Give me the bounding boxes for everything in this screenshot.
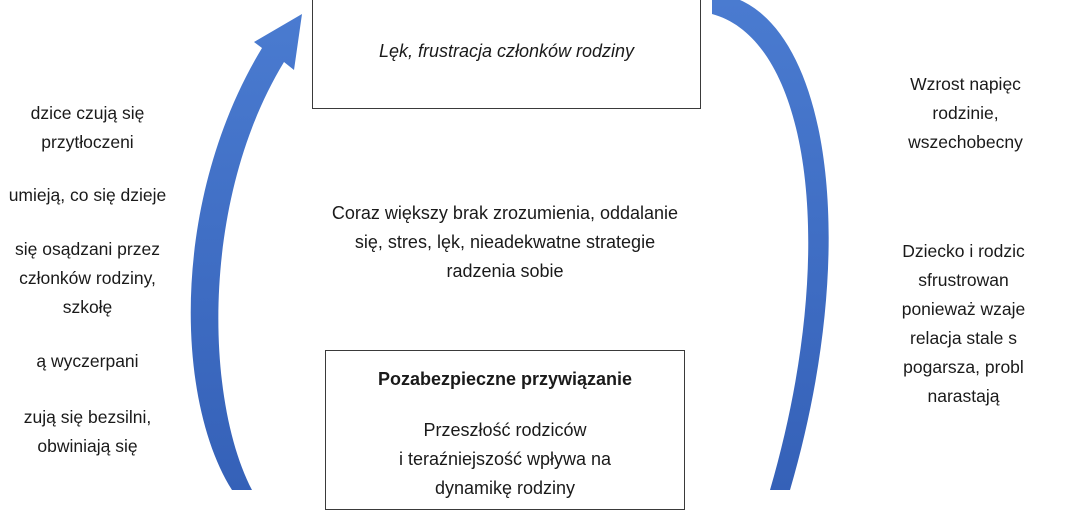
right-item-1 — [858, 70, 1073, 157]
center-text-line-3: radzenia sobie — [446, 261, 564, 281]
left-item-3-line-2: członków rodziny, — [19, 268, 156, 288]
right-item-2-line-5: pogarsza, probl — [903, 357, 1024, 377]
top-box — [312, 0, 701, 109]
top-box-text: Lęk, frustracja członków rodziny — [378, 41, 635, 61]
right-item-1-line-3: wszechobecny — [908, 132, 1023, 152]
right-item-2 — [856, 237, 1071, 411]
right-item-2-line-2: sfrustrowan — [918, 270, 1009, 290]
center-text-line-2: się, stres, lęk, nieadekwatne strategie — [354, 232, 656, 252]
left-item-4 — [0, 347, 195, 376]
left-item-3-line-3: szkołę — [62, 297, 113, 317]
right-item-2-line-1: Dziecko i rodzic — [902, 241, 1025, 261]
right-item-1-line-1: Wzrost napięc — [910, 74, 1021, 94]
right-item-1-line-2: rodzinie, — [932, 103, 999, 123]
left-item-2 — [0, 181, 195, 210]
right-item-2-line-6: narastają — [927, 386, 1000, 406]
left-item-5-line-1: zują się bezsilni, — [23, 407, 152, 427]
right-item-2-line-4: relacja stale s — [910, 328, 1017, 348]
left-item-1-line-1: dzice czują się — [30, 103, 145, 123]
bottom-box — [325, 350, 685, 510]
left-item-2-line-1: umieją, co się dzieje — [8, 185, 167, 205]
center-text — [290, 199, 720, 286]
left-item-3-line-1: się osądzani przez — [15, 239, 160, 259]
left-item-5-line-2: obwiniają się — [37, 436, 138, 456]
bottom-box-line-2: i teraźniejszość wpływa na — [398, 449, 612, 469]
right-item-2-line-3: ponieważ wzaje — [901, 299, 1026, 319]
left-item-5 — [0, 403, 195, 461]
left-item-4-line-1: ą wyczerpani — [36, 351, 139, 371]
left-item-1 — [0, 99, 195, 157]
right-curved-arrow — [712, 0, 829, 490]
center-text-line-1: Coraz większy brak zrozumienia, oddalanie — [331, 203, 679, 223]
left-item-1-line-2: przytłoczeni — [41, 132, 134, 152]
bottom-box-line-1: Przeszłość rodziców — [423, 420, 587, 440]
bottom-box-title: Pozabezpieczne przywiązanie — [377, 369, 633, 389]
bottom-box-line-3: dynamikę rodziny — [434, 478, 576, 498]
left-curved-arrow — [191, 14, 302, 490]
left-item-3 — [0, 235, 195, 322]
bottom-box-body — [326, 416, 684, 503]
